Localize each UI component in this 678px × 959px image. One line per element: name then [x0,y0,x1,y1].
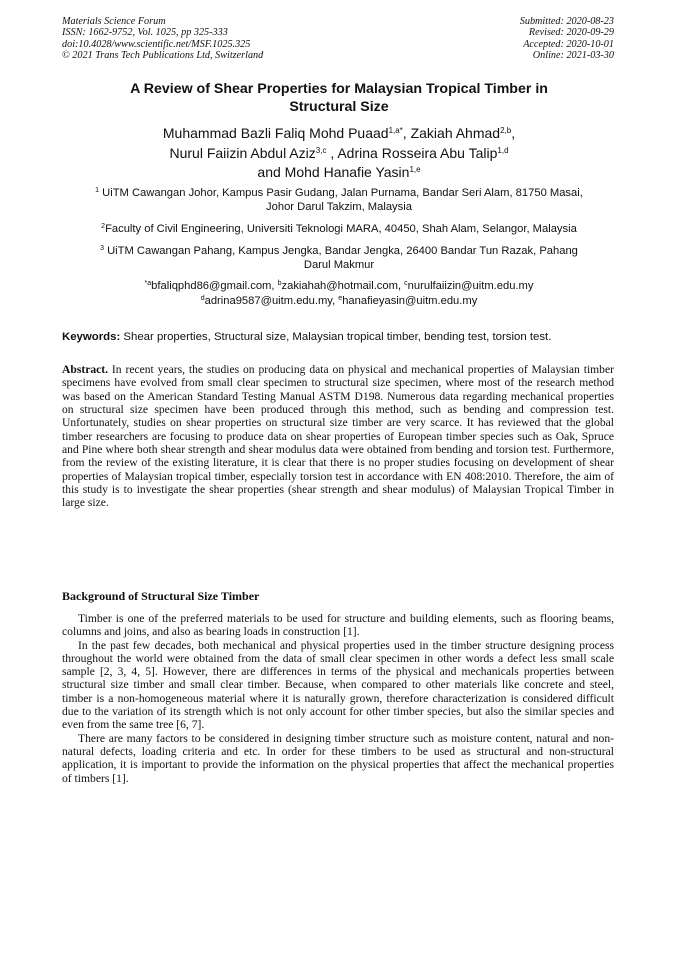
author-separator: , [511,125,516,141]
author-line [60,124,618,144]
email-sup: *a [144,280,152,287]
author-affil-sup: 1,a* [388,126,403,135]
revised-date: Revised: 2020-09-29 [528,27,614,39]
email-sup: e [338,294,343,302]
affiliation-3 [62,244,616,273]
title-line: A Review of Shear Properties for Malaysian Tropical Timber in [130,81,548,97]
email-separator: , [332,294,339,307]
keywords-label: Keywords: [62,331,121,343]
email-list [62,279,616,308]
author-affil-sup: 3,c [315,145,327,155]
author-separator: , [326,144,338,161]
email-sup: b [277,280,282,287]
affiliation-text: UiTM Cawangan Johor, Kampus Pasir Gudang, Jalan Purnama, Bandar Seri Alam, 81750 Masai, [102,187,583,199]
author-name: Muhammad Bazli Faliq Mohd Puaad [162,125,389,141]
author-name: Nurul Faiizin Abdul Aziz [169,144,316,161]
body-paragraph: Timber is one of the preferred materials to be used for structure and building elements, such as flooring beams, columns and joins, and also as bearing loads in construction [1]. [62,612,614,639]
body-paragraph: In the past few decades, both mechanical and physical properties used in the timber structure designing process throughout the world were obtained from the data of small clear specimen in other words a defect less small scale sample [2, 3, 4, 5]. However, there are differences in terms of the physical and mechanicals properties between structural size timber and small clear timber. Because, when compared to other materials like concrete and steel, timber is a non-homogeneous material where it is naturally grown, therefore characterization is considered difficult due to the variation of its strength which is not only account for other timber species, but also the similar species and even from the same tree [6, 7]. [62,638,614,732]
doi: doi:10.4028/www.scientific.net/MSF.1025.325 [62,38,251,50]
email-address: zakiahah@hotmail.com [281,280,398,292]
email-address: bfaliqphd86@gmail.com [151,280,272,292]
section-heading: Background of Structural Size Timber [62,589,260,603]
email-line [62,279,616,294]
author-affil-sup: 1,d [497,145,509,155]
affiliation-number: 3 [100,245,104,252]
email-address: nurulfaiizin@uitm.edu.my [407,280,534,292]
email-sup: d [200,294,205,302]
body-paragraph: There are many factors to be considered in designing timber structure such as moisture content, natural and non-natural defects, loading criteria and etc. In order for these timbers to be used as structural and non-structural application, it is important to provide the information on the physical properties that affect the mechanical properties of timbers [1]. [62,731,614,785]
author-list [60,124,618,183]
email-separator: , [271,280,278,292]
online-date: Online: 2021-03-30 [532,50,614,62]
title-line: Structural Size [289,99,389,115]
paper-title [70,80,608,116]
keywords [62,330,616,344]
keywords-text: Shear properties, Structural size, Malaysian tropical timber, bending test, torsion test. [120,331,552,343]
journal-name: Materials Science Forum [62,16,166,27]
email-address: adrina9587@uitm.edu.my [204,294,333,307]
submitted-date: Submitted: 2020-08-23 [519,16,614,27]
email-line [62,294,616,309]
accepted-date: Accepted: 2020-10-01 [523,38,614,50]
section-body [62,612,614,785]
abstract-text: In recent years, the studies on producing data on physical and mechanical properties of Malaysian timber specimens have evolved from small clear specimen to structural size specimen, where most of the research method was based on the American Standard Testing Manual ASTM D198. Numerous data regarding mechanical properties on structural size specimen have been produced through this method, such as bending and compression test. Unfortunately, studies on shear properties on structural size timber are very scarce. It has reviewed that the global timber researchers are focusing to produce data on shear properties of European timber species such as Oak, Spruce and Pine where both shear strength and shear modulus data were obtained from bending and torsion test. Furthermore, from the review of the existing literature, it is clear that there is no proper studies focusing on development of shear properties of Malaysian tropical timber, especially torsion test in accordance with EN 408:2010. Therefore, the aim of this study is to investigate the shear properties (shear strength and shear modulus) of Malaysian Tropical Timber in large size. [62,363,614,510]
journal-info [62,16,263,62]
author-line [60,163,618,183]
email-address: hanafieyasin@uitm.edu.my [342,294,478,307]
author-name: and Mohd Hanafie Yasin [257,164,410,180]
affiliation-text: Johor Darul Takzim, Malaysia [266,201,412,214]
email-sup: c [404,280,408,287]
author-name: Zakiah Ahmad [410,125,501,141]
affiliation-1 [62,186,616,215]
copyright: © 2021 Trans Tech Publications Ltd, Switzerland [62,50,264,62]
author-name: Adrina Rosseira Abu Talip [337,144,498,161]
publication-dates [520,16,614,62]
abstract-label: Abstract. [62,363,109,376]
abstract [62,363,614,510]
affiliation-number: 2 [101,223,106,230]
author-line [60,144,618,164]
author-affil-sup: 1,e [409,165,421,174]
affiliation-number: 1 [95,187,100,194]
affiliation-2 [62,222,616,236]
affiliation-text: UiTM Cawangan Pahang, Kampus Jengka, Bandar Jengka, 26400 Bandar Tun Razak, Pahang [107,245,578,257]
affiliation-text: Faculty of Civil Engineering, Universiti Teknologi MARA, 40450, Shah Alam, Selangor, Malaysia [105,223,577,235]
affiliation-text: Darul Makmur [303,259,375,272]
issn: ISSN: 1662-9752, Vol. 1025, pp 325-333 [62,27,228,39]
email-separator: , [397,280,405,292]
author-affil-sup: 2,b [500,126,512,135]
author-separator: , [402,125,411,141]
